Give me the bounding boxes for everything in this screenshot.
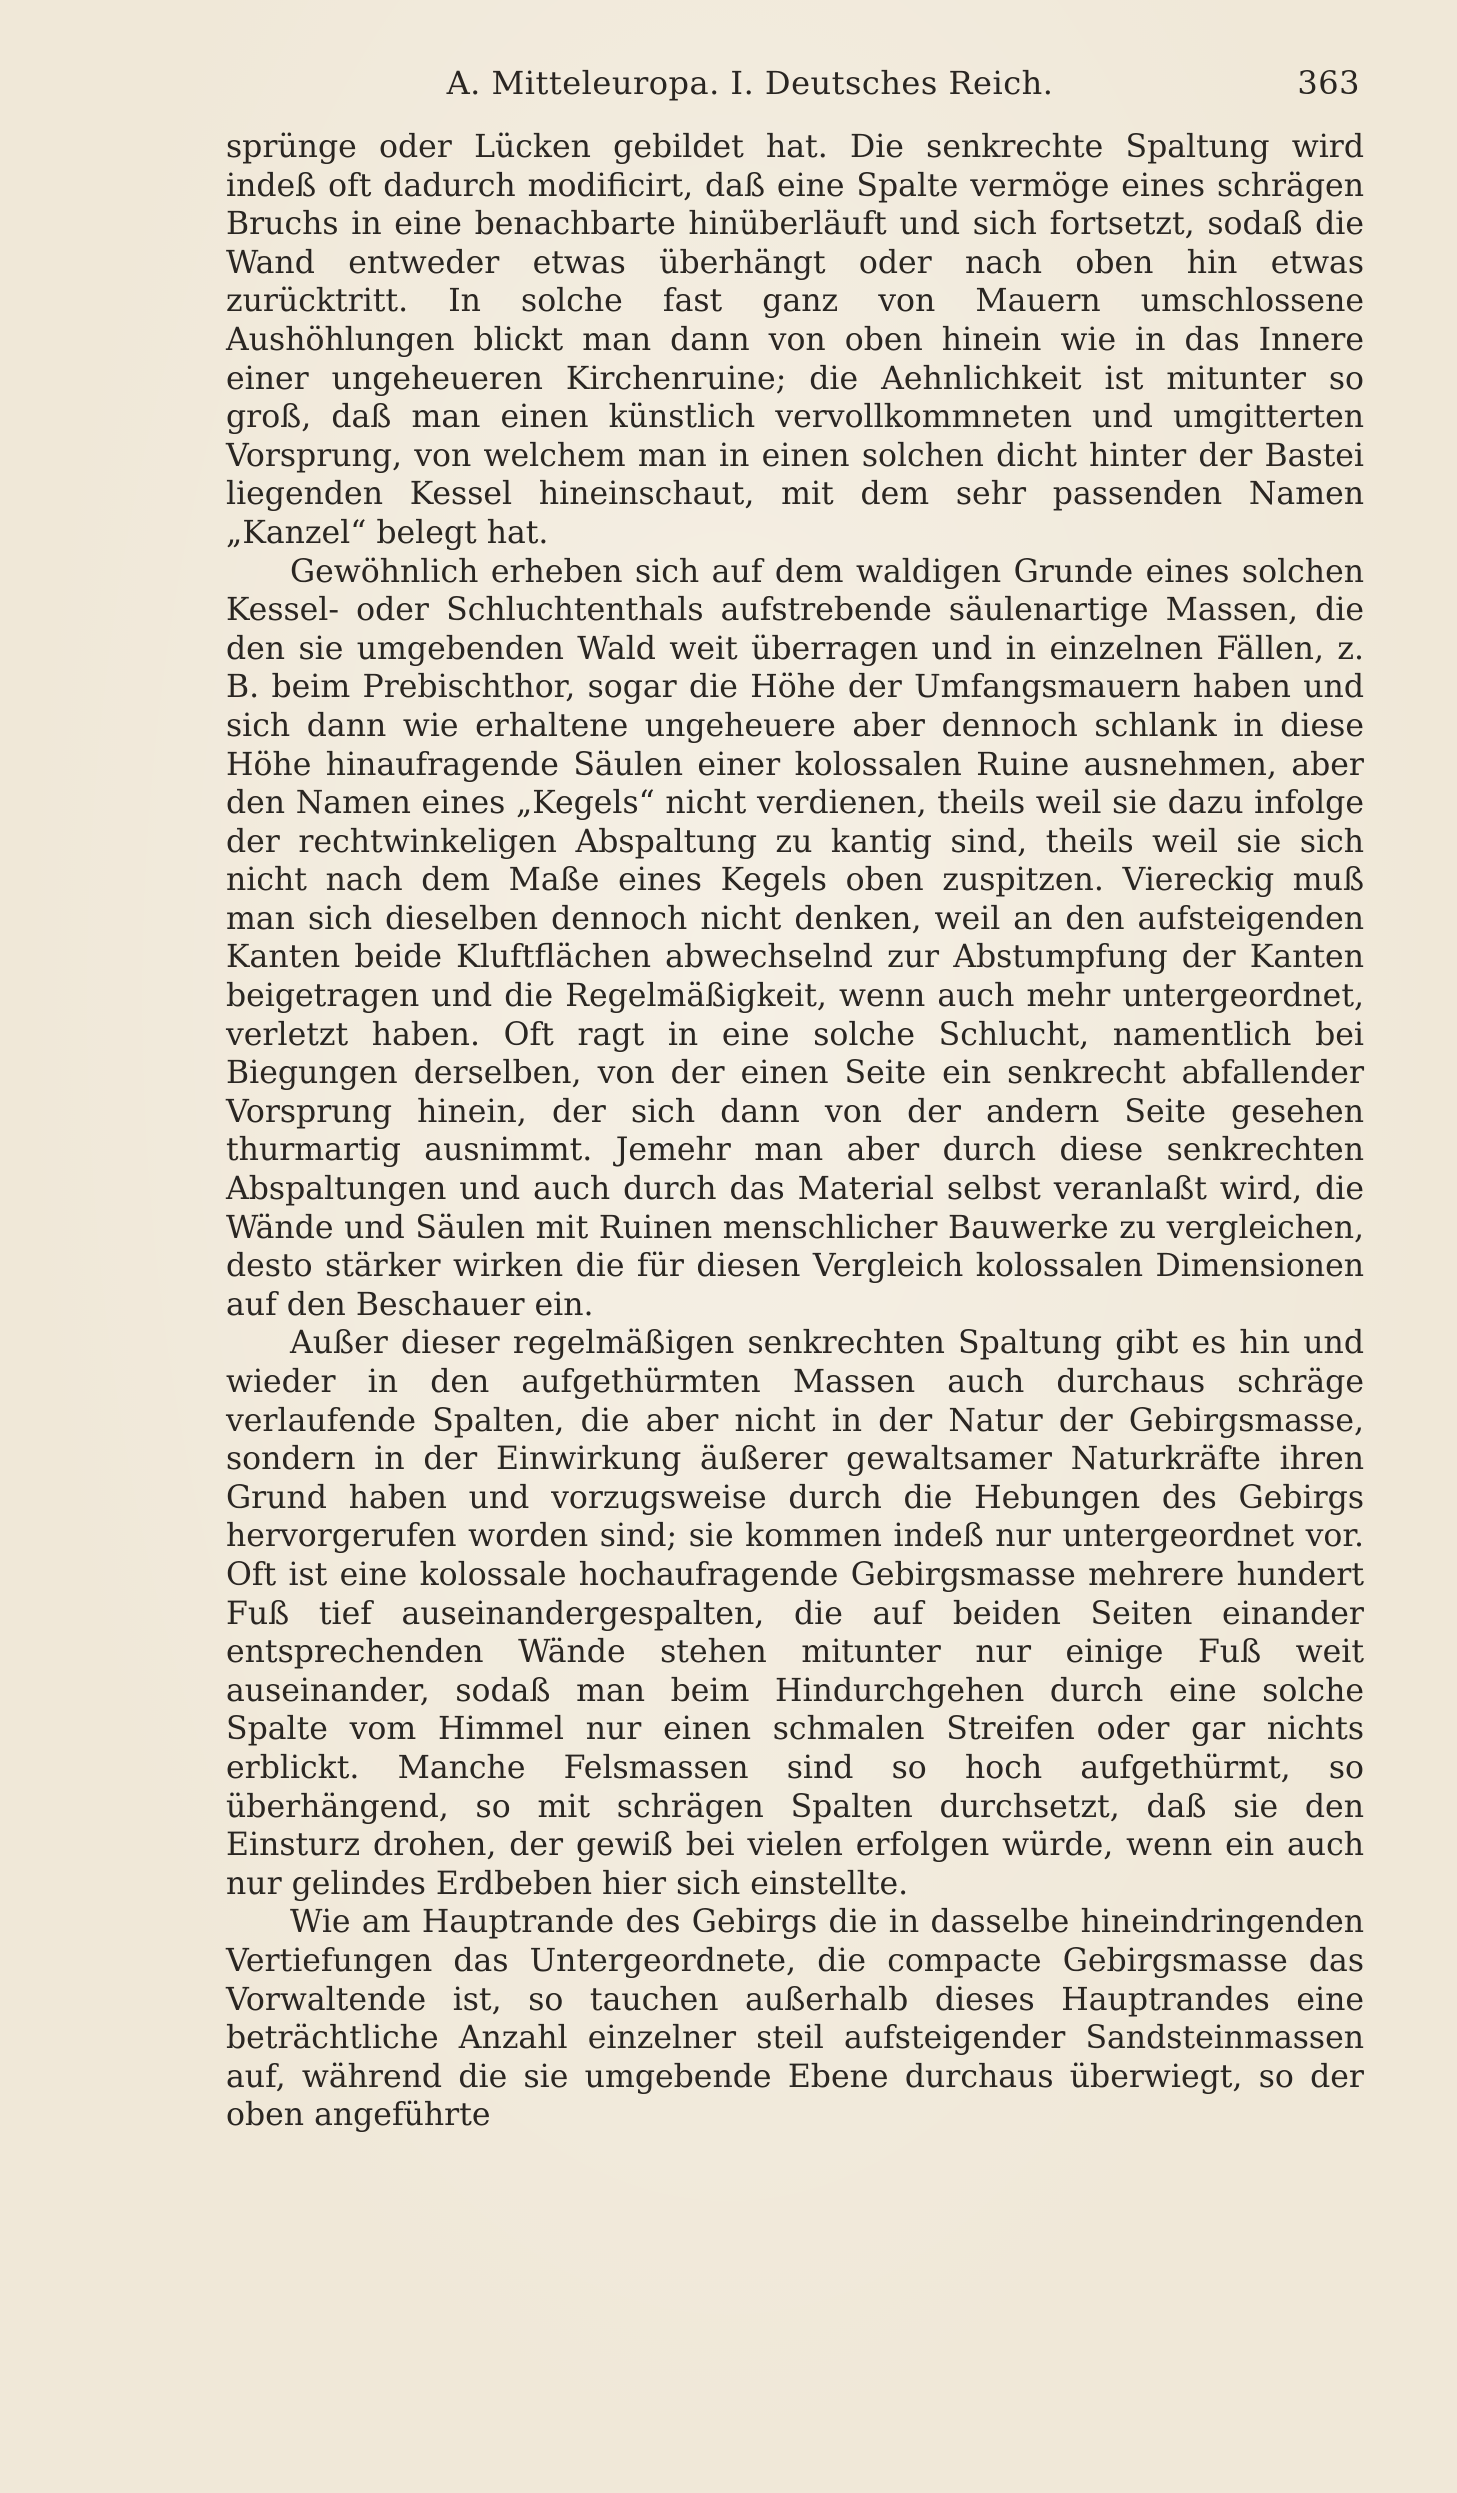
paragraph-2: Gewöhnlich erheben sich auf dem waldigen Grunde eines solchen Kessel- oder Schluchtenthals aufstrebende säulenartige Massen, die den sie umgebenden Wald weit überragen und in einzelnen Fällen, z. B. beim Prebischthor, sogar die Höhe der Umfangsmauern haben und sich dann wie erhaltene ungeheuere aber dennoch schlank in diese Höhe hinaufragende Säulen einer kolossalen Ruine ausnehmen, aber den Namen eines „Kegels“ nicht verdienen, theils weil sie dazu infolge der rechtwinkeligen Abspaltung zu kantig sind, theils weil sie sich nicht nach dem Maße eines Kegels oben zuspitzen. Viereckig muß man sich dieselben dennoch nicht denken, weil an den aufsteigenden Kanten beide Kluftflächen abwechselnd zur Abstumpfung der Kanten beigetragen und die Regelmäßigkeit, wenn auch mehr untergeordnet, verletzt haben. Oft ragt in eine solche Schlucht, namentlich bei Biegungen derselben, von der einen Seite ein senkrecht abfallender Vorsprung hinein, der sich dann von der andern Seite gesehen thurmartig ausnimmt. Jemehr man aber durch diese senkrechten Abspaltungen und auch durch das Material selbst veranlaßt wird, die Wände und Säulen mit Ruinen menschlicher Bauwerke zu vergleichen, desto stärker wirken die für diesen Vergleich kolossalen Dimensionen auf den Beschauer ein.: [226, 553, 1364, 1323]
running-head-title: A. Mitteleuropa. I. Deutsches Reich.: [446, 64, 1054, 102]
paragraph-1: sprünge oder Lücken gebildet hat. Die senkrechte Spaltung wird indeß oft dadurch modificirt, daß eine Spalte vermöge eines schrägen Bruchs in eine benachbarte hinüberläuft und sich fortsetzt, sodaß die Wand entweder etwas überhängt oder nach oben hin etwas zurücktritt. In solche fast ganz von Mauern umschlossene Aushöhlungen blickt man dann von oben hinein wie in das Innere einer ungeheueren Kirchenruine; die Aehnlichkeit ist mitunter so groß, daß man einen künstlich vervollkommneten und umgitterten Vorsprung, von welchem man in einen solchen dicht hinter der Bastei liegenden Kessel hineinschaut, mit dem sehr passenden Namen „Kanzel“ belegt hat.: [226, 129, 1364, 551]
page-number: 363: [1297, 64, 1360, 102]
paragraph-4: Wie am Hauptrande des Gebirgs die in dasselbe hineindringenden Vertiefungen das Untergeordnete, die compacte Gebirgsmasse das Vorwaltende ist, so tauchen außerhalb dieses Hauptrandes eine beträchtliche Anzahl einzelner steil aufsteigender Sandsteinmassen auf, während die sie umgebende Ebene durchaus überwiegt, so der oben angeführte: [226, 1904, 1364, 2134]
running-head: [230, 64, 1360, 114]
paragraph-3: Außer dieser regelmäßigen senkrechten Spaltung gibt es hin und wieder in den aufgethürmten Massen auch durchaus schräge verlaufende Spalten, die aber nicht in der Natur der Gebirgsmasse, sondern in der Einwirkung äußerer gewaltsamer Naturkräfte ihren Grund haben und vorzugsweise durch die Hebungen des Gebirgs hervorgerufen worden sind; sie kommen indeß nur untergeordnet vor. Oft ist eine kolossale hochaufragende Gebirgsmasse mehrere hundert Fuß tief auseinandergespalten, die auf beiden Seiten einander entsprechenden Wände stehen mitunter nur einige Fuß weit auseinander, sodaß man beim Hindurchgehen durch eine solche Spalte vom Himmel nur einen schmalen Streifen oder gar nichts erblickt. Manche Felsmassen sind so hoch aufgethürmt, so überhängend, so mit schrägen Spalten durchsetzt, daß sie den Einsturz drohen, der gewiß bei vielen erfolgen würde, wenn ein auch nur gelindes Erdbeben hier sich einstellte.: [226, 1325, 1364, 1902]
body-text: [226, 128, 1364, 2135]
